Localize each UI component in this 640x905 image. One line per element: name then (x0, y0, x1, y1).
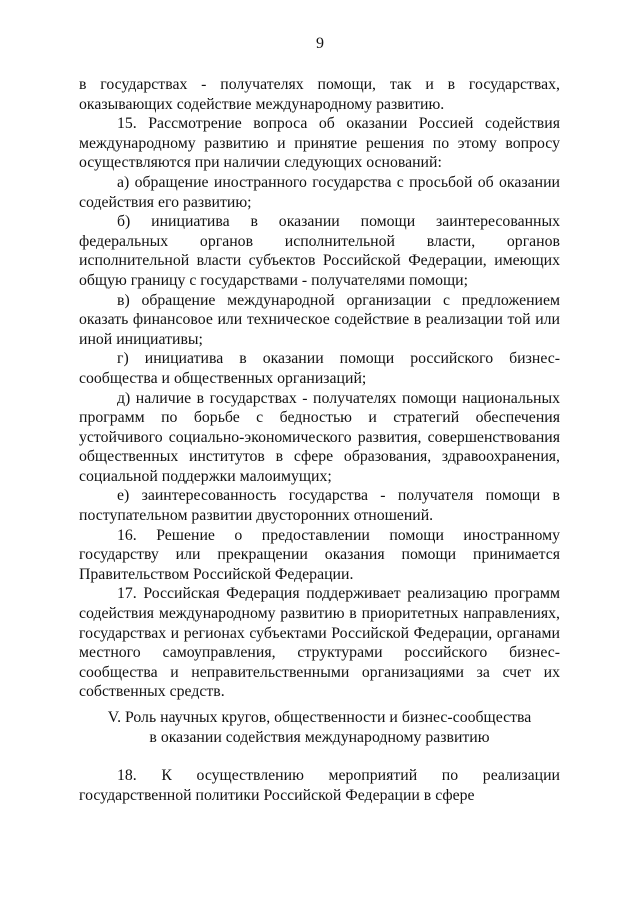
document-body (79, 75, 560, 702)
paragraph-clause-15: 15. Рассмотрение вопроса об оказании Россией содействия международному развитию и принятие решения по этому вопросу осуществляются при наличии следующих оснований: (79, 115, 560, 172)
list-item-a: а) обращение иностранного государства с просьбой об оказании содействия его развитию; (79, 173, 560, 211)
paragraph-clause-17: 17. Российская Федерация поддерживает реализацию программ содействия международному развитию в приоритетных направлениях, государствах и регионах субъектами Российской Федерации, органами местного самоуправления, структурами российского бизнес-сообщества и неправительственными организациями за счет их собственных средств. (79, 585, 560, 701)
list-item-d: д) наличие в государствах - получателях помощи национальных программ по борьбе с бедностью и стратегий обеспечения устойчивого социально-экономического развития, совершенствования общественных институтов в сфере образования, здравоохранения, социальной поддержки малоимущих; (79, 389, 560, 485)
section-heading-line-1: V. Роль научных кругов, общественности и бизнес-сообщества (107, 709, 532, 726)
page-number: 9 (316, 35, 324, 52)
paragraph-clause-18: 18. К осуществлению мероприятий по реализации государственной политики Российской Федерации в сфере (79, 767, 560, 804)
list-item-b: б) инициатива в оказании помощи заинтересованных федеральных органов исполнительной власти, органов исполнительной власти субъектов Российской Федерации, имеющих общую границу с государствами - получателями помощи; (79, 213, 560, 289)
section-heading-line-2: в оказании содействия международному развитию (149, 729, 490, 746)
section-heading (79, 708, 560, 748)
list-item-v: в) обращение международной организации с предложением оказать финансовое или техническое содействие в реализации той или иной инициативы; (79, 291, 560, 348)
list-item-g: г) инициатива в оказании помощи российского бизнес-сообщества и общественных организаций; (79, 350, 560, 387)
paragraph-continuation: в государствах - получателях помощи, так и в государствах, оказывающих содействие международному развитию. (79, 76, 560, 113)
paragraph-clause-16: 16. Решение о предоставлении помощи иностранному государству или прекращении оказания помощи принимается Правительством Российской Федерации. (79, 526, 560, 583)
document-body-continued (79, 766, 560, 805)
list-item-e: е) заинтересованность государства - получателя помощи в поступательном развитии двусторонних отношений. (79, 487, 560, 525)
